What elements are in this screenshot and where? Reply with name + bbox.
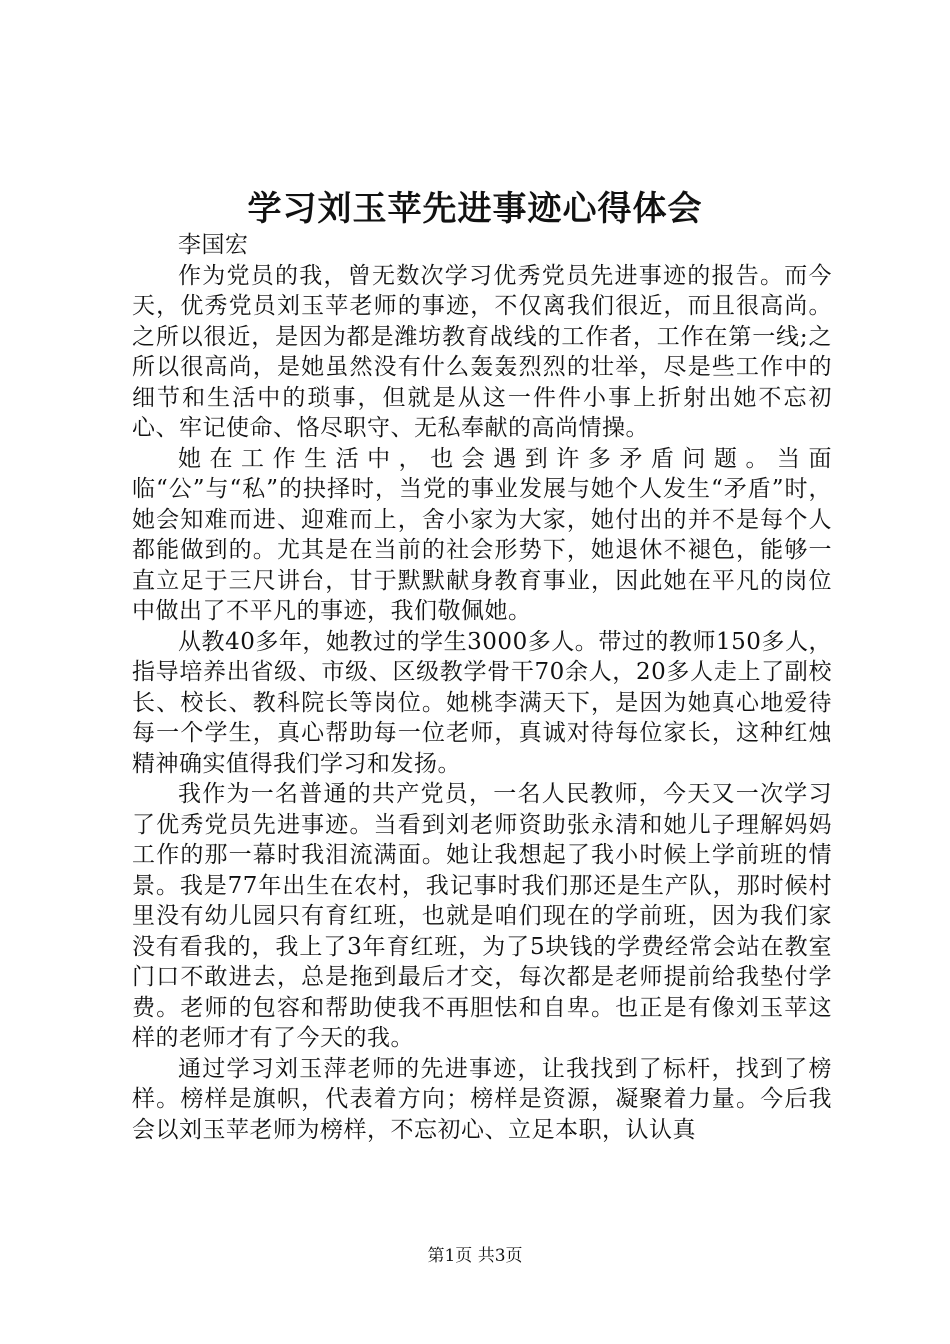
paragraph-2: 她在工作生活中，也会遇到许多矛盾问题。当面临“公”与“私”的抉择时，当党的事业发展与她个人发生“矛盾”时，她会知难而进、迎难而上，舍小家为大家，她付出的并不是每个人都能做到的。尤其是在当前的社会形势下，她退休不褪色，能够一直立足于三尺讲台，甘于默默献身教育事业，因此她在平凡的岗位中做出了不平凡的事迹，我们敬佩她。 <box>132 445 832 624</box>
paragraph-4: 我作为一名普通的共产党员，一名人民教师，今天又一次学习了优秀党员先进事迹。当看到刘老师资助张永清和她儿子理解妈妈工作的那一幕时我泪流满面。她让我想起了我小时候上学前班的情景。我是77年出生在农村，我记事时我们那还是生产队，那时候村里没有幼儿园只有育红班，也就是咱们现在的学前班，因为我们家没有看我的，我上了3年育红班，为了5块钱的学费经常会站在教室门口不敢进去，总是拖到最后才交，每次都是老师提前给我垫付学费。老师的包容和帮助使我不再胆怯和自卑。也正是有像刘玉苹这样的老师才有了今天的我。 <box>132 781 832 1051</box>
author-name: 李国宏 <box>178 232 249 258</box>
paragraph-5: 通过学习刘玉萍老师的先进事迹，让我找到了标杆，找到了榜样。榜样是旗帜，代表着方向；榜样是资源，凝聚着力量。今后我会以刘玉苹老师为榜样，不忘初心、立足本职，认认真 <box>132 1055 832 1143</box>
paragraph-1: 作为党员的我，曾无数次学习优秀党员先进事迹的报告。而今天，优秀党员刘玉苹老师的事迹，不仅离我们很近，而且很高尚。之所以很近，是因为都是潍坊教育战线的工作者，工作在第一线;之所以很高尚，是她虽然没有什么轰轰烈烈的壮举，尽是些工作中的细节和生活中的琐事，但就是从这一件件小事上折射出她不忘初心、牢记使命、恪尽职守、无私奉献的高尚情操。 <box>132 262 832 441</box>
document-title: 学习刘玉苹先进事迹心得体会 <box>247 189 703 229</box>
page-number-footer: 第1页 共3页 <box>427 1246 523 1266</box>
paragraph-3: 从教40多年，她教过的学生3000多人。带过的教师150多人，指导培养出省级、市级、区级教学骨干70余人，20多人走上了副校长、校长、教科院长等岗位。她桃李满天下，是因为她真心地爱待每一个学生，真心帮助每一位老师，真诚对待每位家长，这种红烛精神确实值得我们学习和发扬。 <box>132 628 832 777</box>
document-body <box>132 230 832 1145</box>
